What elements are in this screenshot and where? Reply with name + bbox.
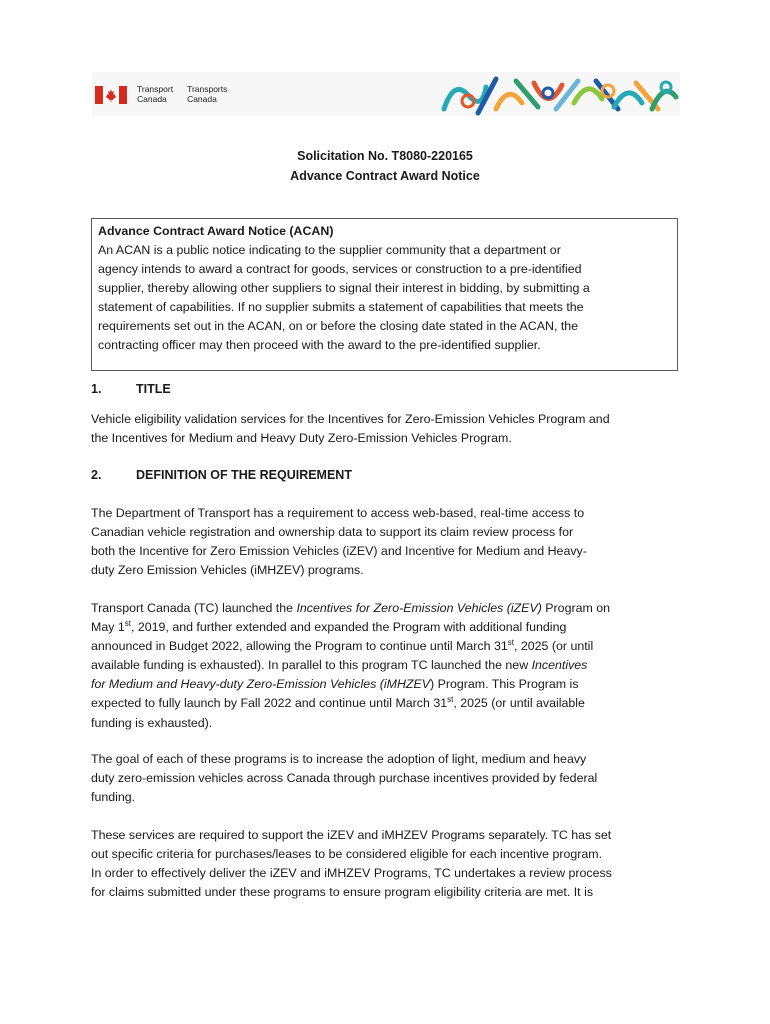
section-1-body [91, 410, 683, 448]
acan-box-line: contracting officer may then proceed with the award to the pre-identified supplier. [98, 338, 541, 352]
section-title: TITLE [136, 382, 171, 396]
paragraph-line: duty Zero Emission Vehicles (iMHZEV) programs. [91, 563, 364, 578]
paragraph-line: funding. [91, 790, 136, 805]
paragraph-line: duty zero-emission vehicles across Canada through purchase incentives provided by federal [91, 771, 598, 786]
acan-box-line: supplier, thereby allowing other suppliers to signal their interest in bidding, by submitting a [98, 281, 590, 295]
decorative-pattern-banner [438, 73, 680, 116]
section-2-heading [91, 466, 352, 485]
section-2-paragraph-4 [91, 826, 683, 902]
transport-canada-logo [95, 85, 241, 104]
canada-flag-icon [95, 86, 127, 104]
paragraph-line: May 1st, 2019, and further extended and expanded the Program with additional funding [91, 618, 567, 635]
paragraph-line: available funding is exhausted). In parallel to this program TC launched the new Incentives [91, 658, 588, 673]
document-subtitle: Advance Contract Award Notice [290, 168, 480, 183]
paragraph-line: announced in Budget 2022, allowing the Program to continue until March 31st, 2025 (or until [91, 638, 594, 654]
section-number: 1. [91, 382, 102, 396]
dept-name-french: Transports Canada [187, 84, 228, 104]
acan-definition-box [91, 218, 678, 371]
section-2-paragraph-1 [91, 504, 683, 580]
paragraph-line: funding is exhausted). [91, 715, 213, 730]
section-title: DEFINITION OF THE REQUIREMENT [136, 468, 352, 482]
paragraph-line: the Incentives for Medium and Heavy Duty Zero-Emission Vehicles Program. [91, 431, 512, 446]
dept-name-english: Transport Canada [137, 84, 174, 104]
section-2-paragraph-2 [91, 599, 683, 733]
paragraph-line: These services are required to support the iZEV and iMHZEV Programs separately. TC has set [91, 828, 612, 842]
paragraph-line: In order to effectively deliver the iZEV and iMHZEV Programs, TC undertakes a review process [91, 866, 612, 881]
paragraph-line: Canadian vehicle registration and ownership data to support its claim review process for [91, 525, 574, 540]
acan-box-heading: Advance Contract Award Notice (ACAN) [98, 224, 334, 238]
paragraph-line: for Medium and Heavy-duty Zero-Emission Vehicles (iMHZEV) Program. This Program is [91, 677, 579, 692]
paragraph-line: The Department of Transport has a requirement to access web-based, real-time access to [91, 506, 585, 520]
paragraph-line: out specific criteria for purchases/leases to be considered eligible for each incentive program. [91, 847, 603, 862]
acan-box-line: statement of capabilities. If no supplier submits a statement of capabilities that meets the [98, 300, 584, 314]
solicitation-number: Solicitation No. T8080-220165 [297, 149, 473, 163]
section-number: 2. [91, 468, 102, 482]
acan-box-line: agency intends to award a contract for goods, services or construction to a pre-identified [98, 262, 582, 276]
section-2-paragraph-3 [91, 750, 683, 807]
section-1-heading [91, 380, 171, 399]
paragraph-line: Vehicle eligibility validation services for the Incentives for Zero-Emission Vehicles Program and [91, 412, 610, 426]
paragraph-line: The goal of each of these programs is to increase the adoption of light, medium and heavy [91, 752, 587, 766]
paragraph-line: for claims submitted under these programs to ensure program eligibility criteria are met. It is [91, 885, 594, 900]
acan-box-line: An ACAN is a public notice indicating to the supplier community that a department or [98, 243, 561, 257]
paragraph-line: expected to fully launch by Fall 2022 and continue until March 31st, 2025 (or until available [91, 695, 585, 711]
paragraph-line: Transport Canada (TC) launched the Incentives for Zero-Emission Vehicles (iZEV) Program on [91, 601, 611, 615]
paragraph-line: both the Incentive for Zero Emission Vehicles (iZEV) and Incentive for Medium and Heavy- [91, 544, 587, 559]
title-block [0, 147, 770, 186]
acan-box-line: requirements set out in the ACAN, on or before the closing date stated in the ACAN, the [98, 319, 579, 333]
